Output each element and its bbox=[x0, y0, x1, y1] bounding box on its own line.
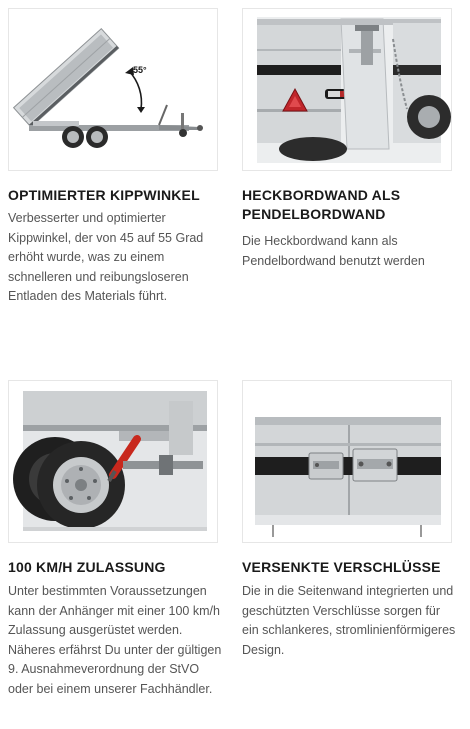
tipping-trailer-image bbox=[9, 9, 217, 170]
angle-label: 55° bbox=[133, 65, 147, 75]
feature-description: Die Heckbordwand kann als Pendelbordwand benutzt werden bbox=[242, 234, 425, 268]
tyre-front bbox=[37, 441, 125, 529]
wheel-rear bbox=[86, 126, 108, 148]
image-frame-100kmh bbox=[8, 380, 218, 543]
image-frame-tipping-angle bbox=[8, 8, 218, 171]
feature-title: HECKBORDWAND ALS PENDELBORDWAND bbox=[242, 187, 401, 222]
feature-title: 100 KM/H ZULASSUNG bbox=[8, 559, 166, 575]
latch-right bbox=[353, 449, 397, 481]
image-frame-rear-wall bbox=[242, 8, 452, 171]
feature-title: OPTIMIERTER KIPPWINKEL bbox=[8, 187, 200, 203]
feature-title: VERSENKTE VERSCHLÜSSE bbox=[242, 559, 441, 575]
latch-left bbox=[309, 453, 343, 479]
latch-image bbox=[243, 381, 451, 542]
wheel-front bbox=[62, 126, 84, 148]
rear-wall-image bbox=[243, 9, 451, 170]
axle-wheel-image bbox=[9, 381, 217, 542]
image-frame-latches bbox=[242, 380, 452, 543]
feature-description: Die in die Seitenwand integrierten und geschützten Verschlüsse sorgen für ein schlankeres, stromlinienförmigeres Design. bbox=[242, 584, 456, 657]
feature-description: Unter bestimmten Voraussetzungen kann der Anhänger mit einer 100 km/h Zulassung ausgerüstet werden. Näheres erfährst Du unter der gültigen 9. Ausnahmeverordnung der StVO oder bei einem unserer Fachhändler. bbox=[8, 584, 222, 696]
feature-description: Verbesserter und optimierter Kippwinkel, der von 45 auf 55 Grad erhöht wurde, was zu einem schnelleren und reibungsloseren Entladen des Materials führt. bbox=[8, 211, 204, 303]
